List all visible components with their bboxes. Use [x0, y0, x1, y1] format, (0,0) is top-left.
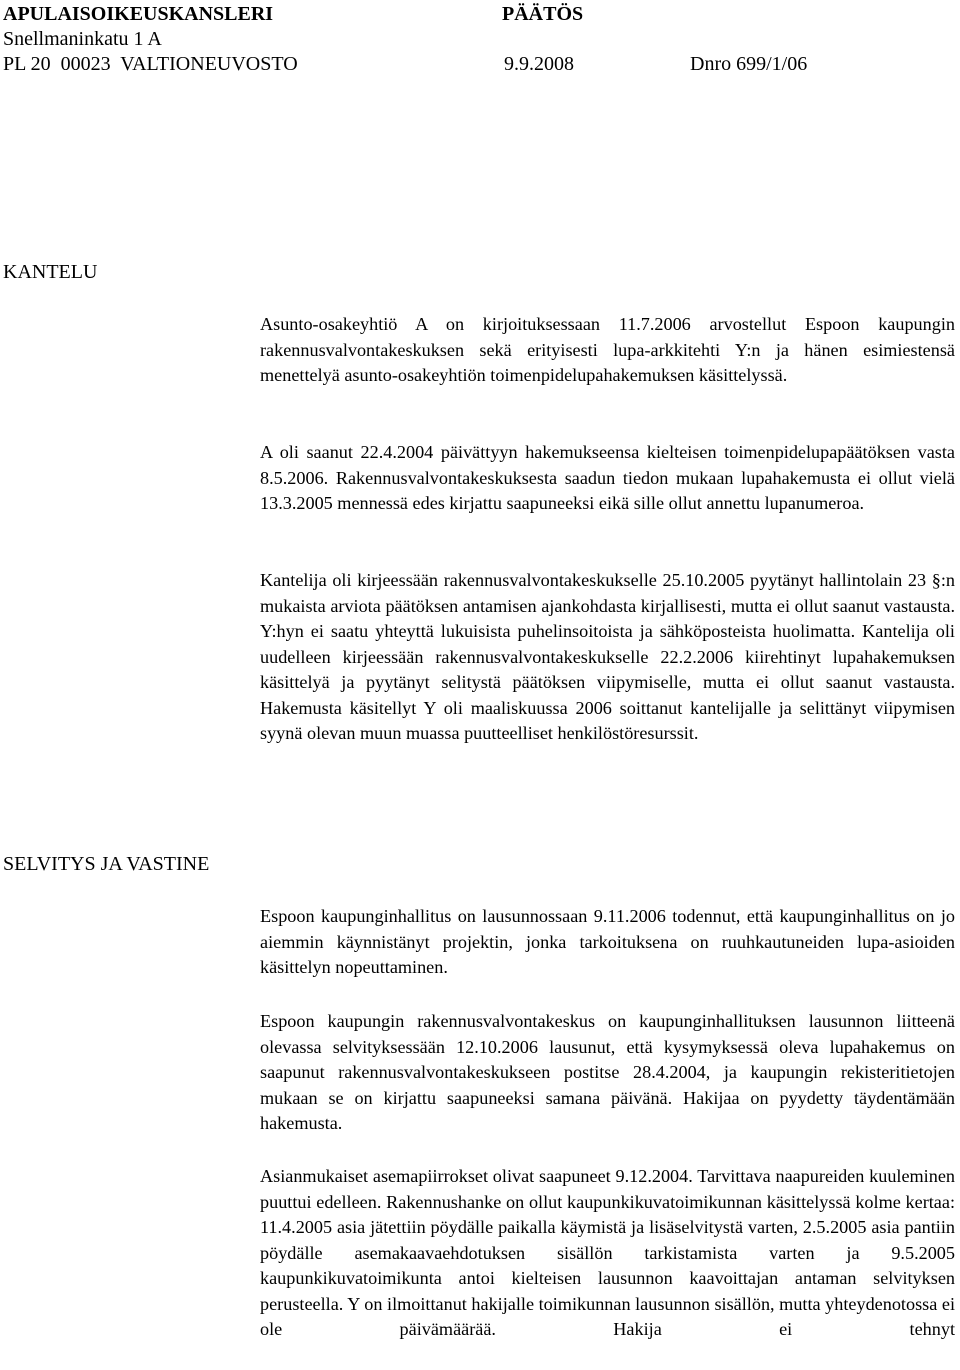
paragraph-city-board-statement: Espoon kaupunginhallitus on lausunnossaan 9.11.2006 todennut, että kaupunginhallitus on jo aiemmin käynnistänyt projektin, jonka tarkoituksena on ruuhkautuneiden lupa-asioiden käsittelyn nopeuttaminen.: [260, 906, 955, 977]
section-heading-complaint: KANTELU: [3, 261, 98, 283]
paragraph-processing-history: Asianmukaiset asemapiirrokset olivat saapuneet 9.12.2004. Tarvittava naapureiden kuuleminen puuttui edelleen. Rakennushanke on ollut kaupunkikuvatoimikunnan käsittelyssä kolme kertaa: 11.4.2005 asia jätettiin pöydälle paikalla käymistä ja lisäselvitystä varten, 2.5.2005 asia pantiin pöydälle asemakaavaehdotuksen sisällön tarkistamista varten ja 9.5.2005 kaupunkikuvatoimikunta antoi kielteisen lausunnon kaavoittajan antaman selvityksen perusteella. Y on ilmoittanut hakijalle toimikunnan lausunnon sisällön, mutta yhteydenotossa ei ole päivämäärää. Hakija ei tehnyt: [260, 1166, 955, 1339]
reference-number: Dnro 699/1/06: [690, 53, 808, 75]
street-address: Snellmaninkatu 1 A: [3, 28, 162, 50]
document-type: PÄÄTÖS: [502, 3, 584, 25]
organization-name: APULAISOIKEUSKANSLERI: [3, 3, 274, 25]
section-heading-statement: SELVITYS JA VASTINE: [3, 853, 210, 875]
paragraph-complaint-summary: Asunto-osakeyhtiö A on kirjoituksessaan 11.7.2006 arvostellut Espoon kaupungin rakennusvalvontakeskuksen sekä erityisesti lupa-arkkitehti Y:n ja hänen esimiestensä menettelyä asunto-osakeyhtiön toimenpidelupahakemuksen käsittelyssä.: [260, 314, 955, 385]
paragraph-building-control-report: Espoon kaupungin rakennusvalvontakeskus on kaupunginhallituksen lausunnon liitteenä olevassa selvityksessään 12.10.2006 lausunut, että kysymyksessä oleva lupahakemus on saapunut rakennusvalvontakeskukseen postitse 28.4.2004, ja kaupungin rekisteritietojen mukaan se on kirjattu saapuneeksi samana päivänä. Hakijaa on pyydetty täydentämään hakemusta.: [260, 1011, 955, 1133]
postal-address: PL 20 00023 VALTIONEUVOSTO: [3, 53, 298, 75]
paragraph-permit-decision: A oli saanut 22.4.2004 päivättyyn hakemukseensa kielteisen toimenpidelupapäätöksen vasta 8.5.2006. Rakennusvalvontakeskuksesta saadun tiedon mukaan lupahakemusta ei ollut vielä 13.3.2005 mennessä edes kirjattu saapuneeksi eikä sille ollut annettu lupanumeroa.: [260, 442, 955, 513]
paragraph-inquiries: Kantelija oli kirjeessään rakennusvalvontakeskukselle 25.10.2005 pyytänyt hallintolain 23 §:n mukaista arviota päätöksen antamisen ajankohdasta kirjallisesti, mutta ei ollut saanut vastausta. Y:hyn ei saatu yhteyttä lukuisista puhelinsoitoista ja sähköposteista huolimatta. Kantelija oli uudelleen kirjeessään rakennusvalvontakeskukselle 22.2.2006 kiirehtinyt lupahakemuksen käsittelyä ja pyytänyt selitystä päätöksen viipymiselle, mutta ei ollut saanut vastausta. Hakemusta käsitellyt Y oli maaliskuussa 2006 soittanut kantelijalle ja selittänyt viipymisen syynä olevan muun muassa puutteelliset henkilöstöresurssit.: [260, 570, 955, 743]
document-date: 9.9.2008: [504, 53, 574, 75]
